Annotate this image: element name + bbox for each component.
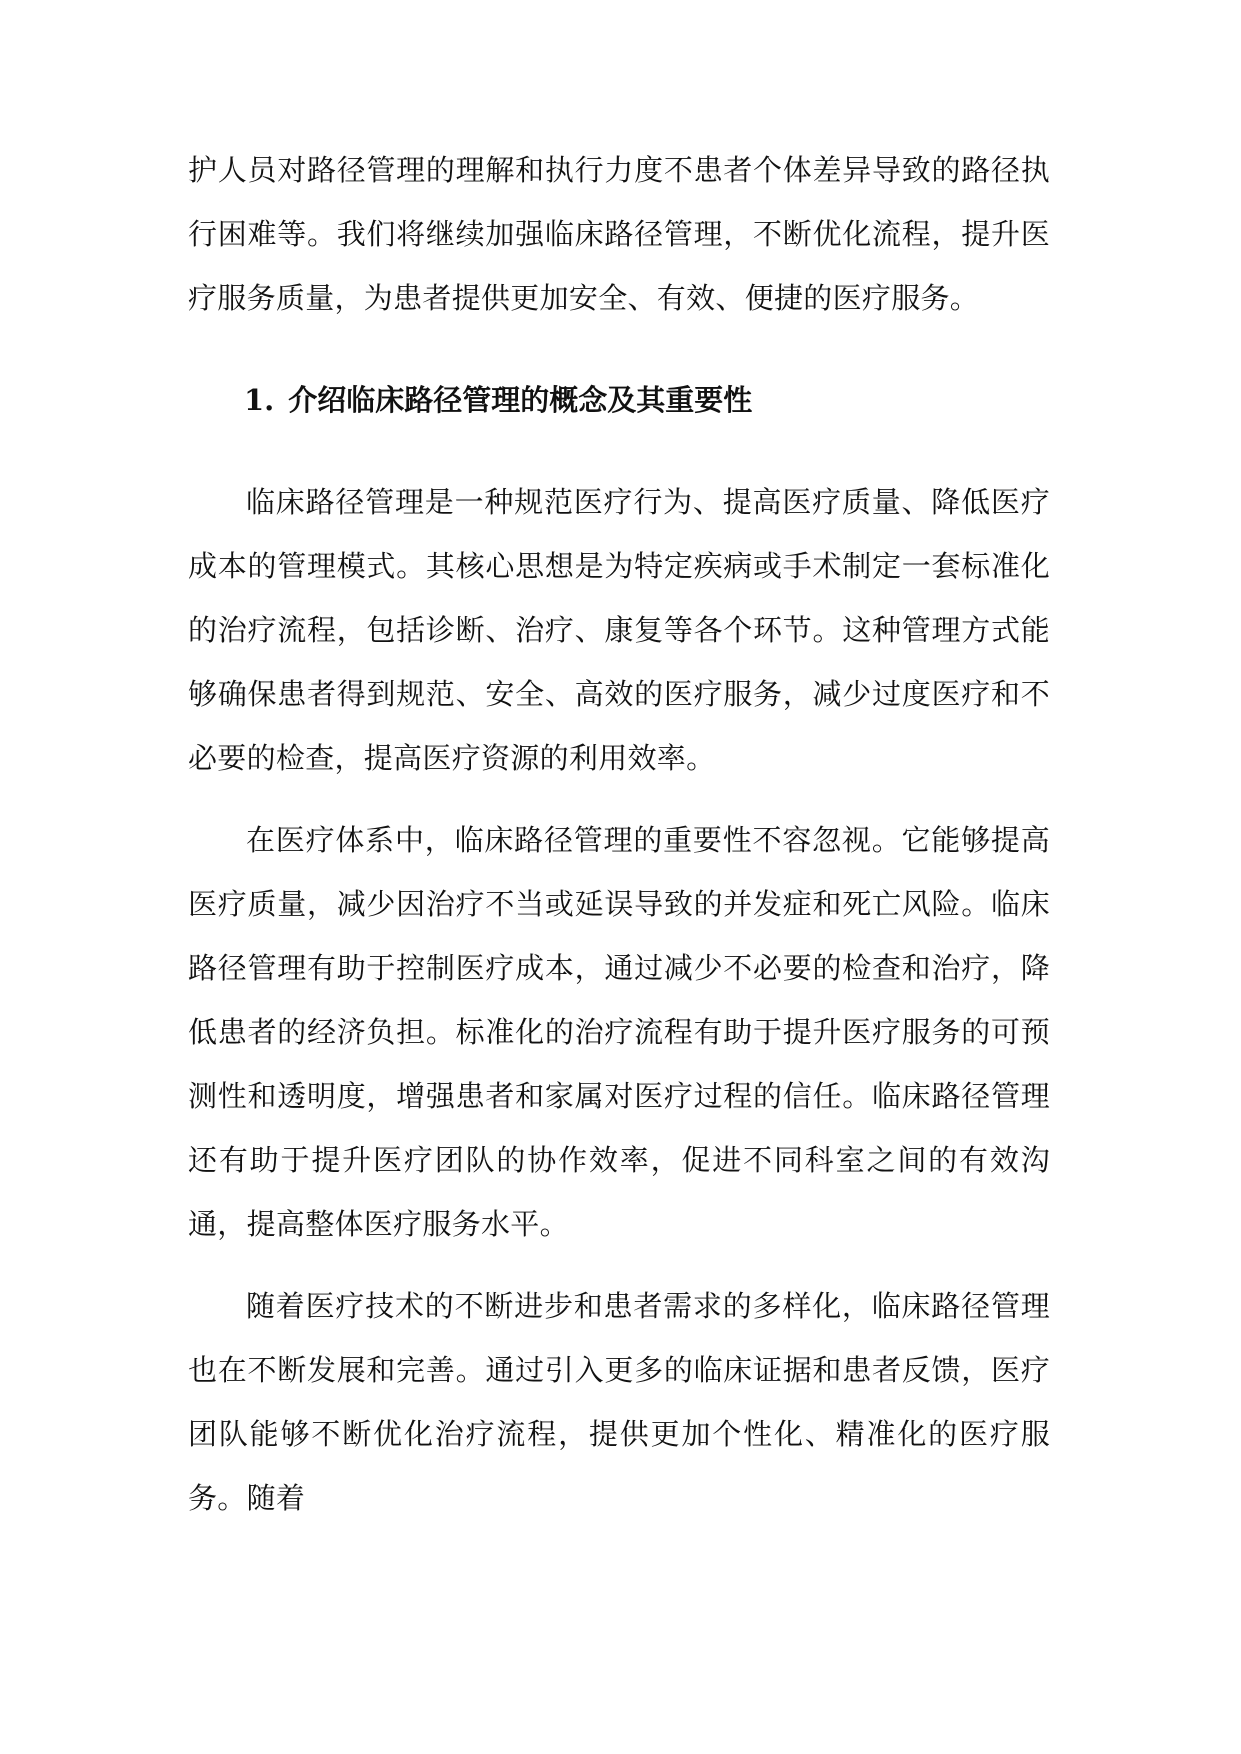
paragraph: 在医疗体系中，临床路径管理的重要性不容忽视。它能够提高医疗质量，减少因治疗不当或延误导致的并发症和死亡风险。临床路径管理有助于控制医疗成本，通过减少不必要的检查和治疗，降低患者的经济负担。标准化的治疗流程有助于提升医疗服务的可预测性和透明度，增强患者和家属对医疗过程的信任。临床路径管理还有助于提升医疗团队的协作效率，促进不同科室之间的有效沟通，提高整体医疗服务水平。 <box>188 823 1050 1241</box>
continuation-paragraph: 护人员对路径管理的理解和执行力度不患者个体差异导致的路径执行困难等。我们将继续加强临床路径管理，不断优化流程，提升医疗服务质量，为患者提供更加安全、有效、便捷的医疗服务。 <box>188 153 1050 315</box>
paragraph: 随着医疗技术的不断进步和患者需求的多样化，临床路径管理也在不断发展和完善。通过引入更多的临床证据和患者反馈，医疗团队能够不断优化治疗流程，提供更加个性化、精准化的医疗服务。随着 <box>188 1289 1050 1515</box>
section-title: 介绍临床路径管理的概念及其重要性 <box>288 383 753 417</box>
section-number: 1. <box>244 383 275 417</box>
section-body <box>188 470 1050 1548</box>
section-heading <box>244 368 752 432</box>
paragraph: 临床路径管理是一种规范医疗行为、提高医疗质量、降低医疗成本的管理模式。其核心思想是为特定疾病或手术制定一套标准化的治疗流程，包括诊断、治疗、康复等各个环节。这种管理方式能够确保患者得到规范、安全、高效的医疗服务，减少过度医疗和不必要的检查，提高医疗资源的利用效率。 <box>188 485 1050 775</box>
